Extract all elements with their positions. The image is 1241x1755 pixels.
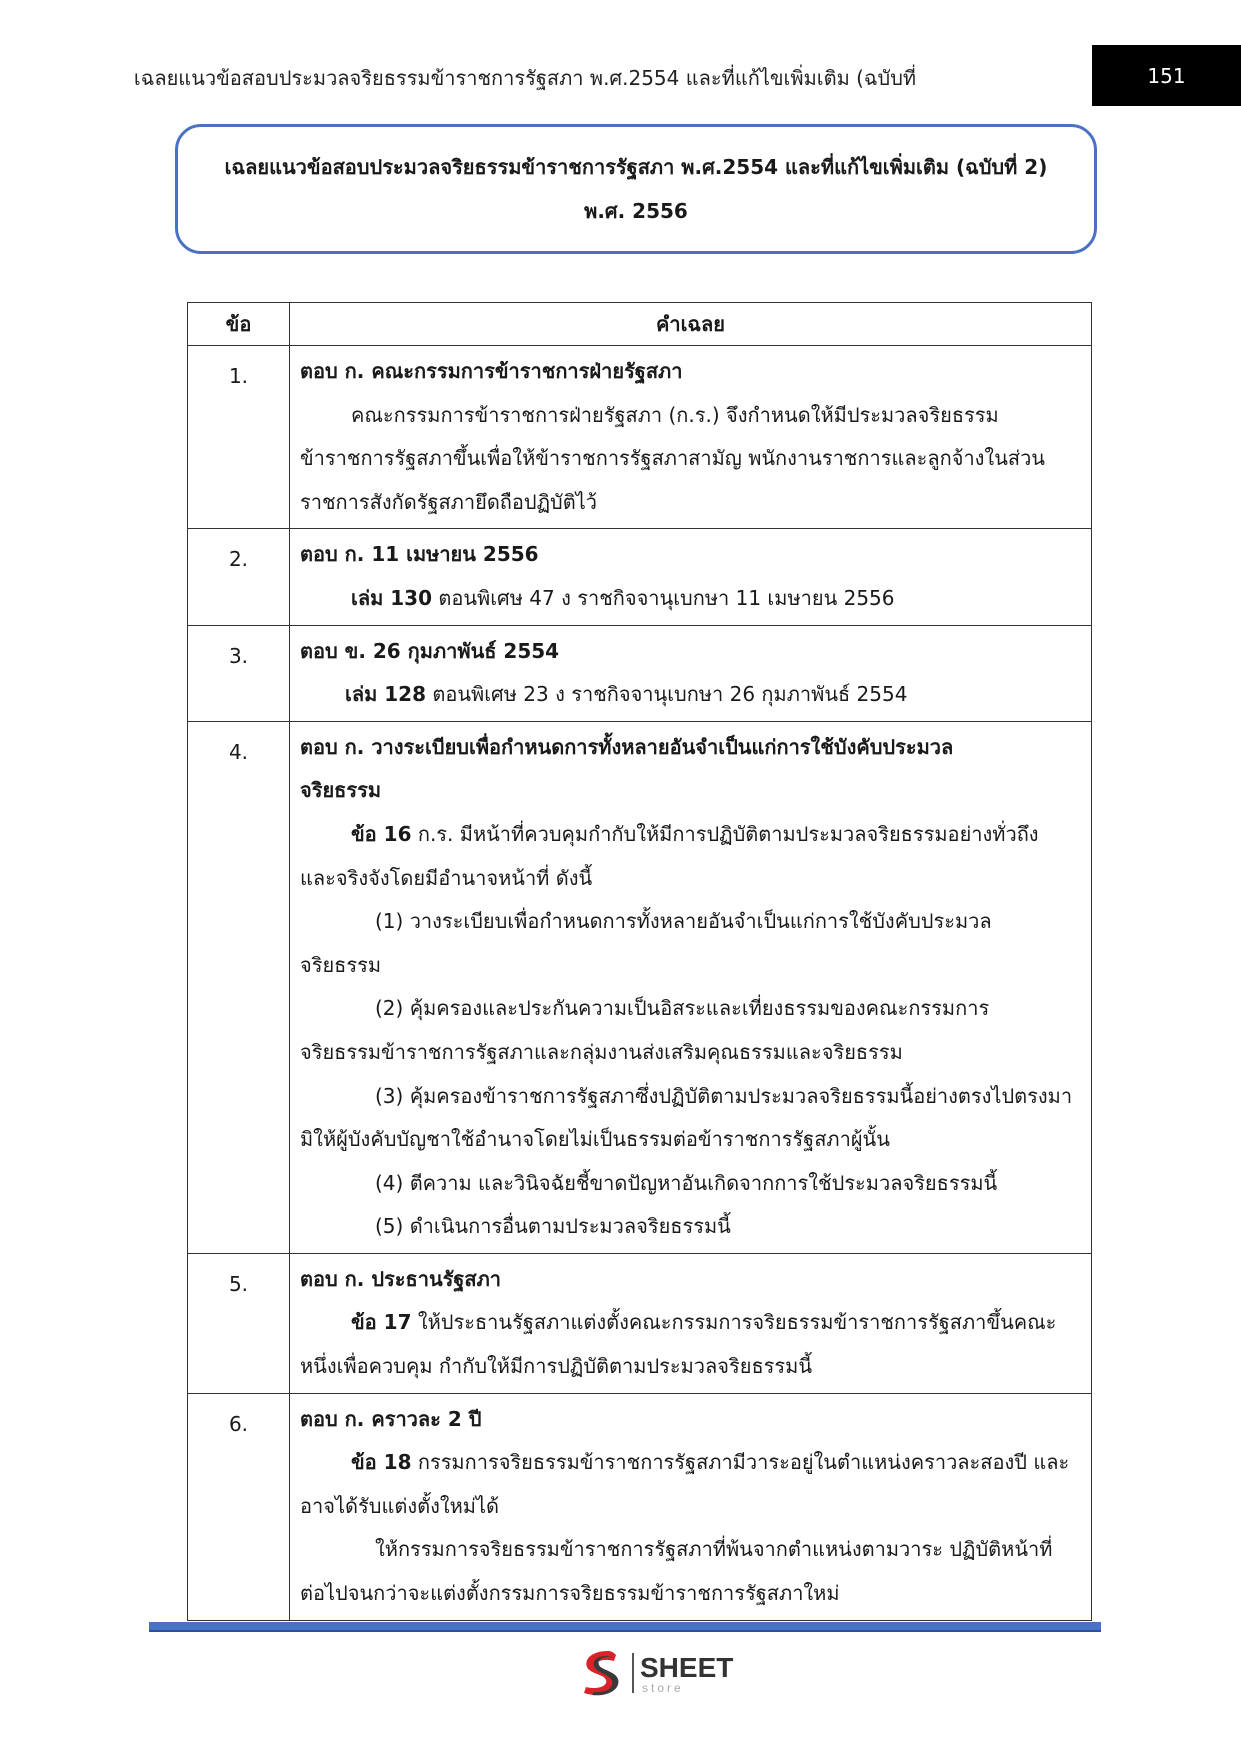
list-item: (4) ตีความ และวินิจฉัยชี้ขาดปัญหาอันเกิดจากการใช้ประมวลจริยธรรมนี้ (375, 1170, 998, 1195)
row-answer (290, 721, 1092, 1253)
table-row (188, 721, 1092, 1253)
list-item: (2) คุ้มครองและประกันความเป็นอิสระและเที่ยงธรรมของคณะกรรมการ (375, 996, 990, 1021)
answer-text (300, 577, 1081, 621)
row-number: 3. (188, 625, 290, 721)
clause-label: ข้อ 17 (351, 1310, 412, 1335)
table-row (188, 346, 1092, 529)
row-answer (290, 346, 1092, 529)
answer-heading-cont: จริยธรรม (300, 778, 382, 803)
row-number: 6. (188, 1393, 290, 1620)
answer-heading: ตอบ ก. 11 เมษายน 2556 (300, 542, 539, 567)
row-answer (290, 625, 1092, 721)
clause-text: และจริงจังโดยมีอำนาจหน้าที่ ดังนี้ (300, 865, 593, 890)
table-header-row (188, 303, 1092, 346)
clause-label: ข้อ 18 (351, 1450, 412, 1475)
answer-heading: ตอบ ก. วางระเบียบเพื่อกำหนดการทั้งหลายอันจำเป็นแก่การใช้บังคับประมวล (300, 734, 954, 759)
answer-text: ข้าราชการรัฐสภาขึ้นเพื่อให้ข้าราชการรัฐสภาสามัญ พนักงานราชการและลูกจ้างในส่วน (300, 446, 1045, 471)
clause-text: ให้กรรมการจริยธรรมข้าราชการรัฐสภาที่พ้นจากตำแหน่งตามวาระ ปฏิบัติหน้าที่ (375, 1537, 1053, 1562)
list-item-cont: จริยธรรม (300, 952, 382, 977)
title-line-1: เฉลยแนวข้อสอบประมวลจริยธรรมข้าราชการรัฐสภา พ.ศ.2554 และที่แก้ไขเพิ่มเติม (ฉบับที่ 2) (224, 155, 1048, 179)
clause-text: ต่อไปจนกว่าจะแต่งตั้งกรรมการจริยธรรมข้าราชการรัฐสภาใหม่ (300, 1581, 840, 1606)
row-number: 5. (188, 1253, 290, 1393)
clause-text (300, 813, 1081, 857)
title-line-2: พ.ศ. 2556 (584, 199, 688, 223)
row-answer (290, 1253, 1092, 1393)
row-number: 1. (188, 346, 290, 529)
clause-body: ให้ประธานรัฐสภาแต่งตั้งคณะกรรมการจริยธรรมข้าราชการรัฐสภาขึ้นคณะ (411, 1310, 1057, 1335)
row-answer (290, 1393, 1092, 1620)
list-item: (5) ดำเนินการอื่นตามประมวลจริยธรรมนี้ (375, 1214, 731, 1239)
clause-text: อาจได้รับแต่งตั้งใหม่ได้ (300, 1493, 500, 1518)
row-number: 2. (188, 529, 290, 625)
column-header-answer: คำเฉลย (290, 303, 1092, 346)
running-header: เฉลยแนวข้อสอบประมวลจริยธรรมข้าราชการรัฐสภา พ.ศ.2554 และที่แก้ไขเพิ่มเติม (ฉบับที่ (133, 66, 917, 90)
answer-text: ราชการสังกัดรัฐสภายึดถือปฏิบัติไว้ (300, 489, 598, 514)
table-row (188, 529, 1092, 625)
page-number: 151 (1092, 45, 1241, 106)
volume-label: เล่ม 128 (345, 682, 426, 707)
logo-mark-icon (584, 1651, 618, 1695)
list-item: (1) วางระเบียบเพื่อกำหนดการทั้งหลายอันจำเป็นแก่การใช้บังคับประมวล (375, 909, 992, 934)
clause-body: กรรมการจริยธรรมข้าราชการรัฐสภามีวาระอยู่ในตำแหน่งคราวละสองปี และ (411, 1450, 1070, 1475)
logo-word: SHEET (640, 1652, 734, 1683)
answer-heading: ตอบ ก. คราวละ 2 ปี (300, 1406, 482, 1431)
footer-bar (149, 1622, 1101, 1632)
sheet-store-logo (578, 1647, 753, 1699)
list-item: (3) คุ้มครองข้าราชการรัฐสภาซึ่งปฏิบัติตามประมวลจริยธรรมนี้อย่างตรงไปตรงมา (375, 1083, 1073, 1108)
row-answer (290, 529, 1092, 625)
table-row (188, 625, 1092, 721)
answer-text (300, 673, 1081, 717)
row-number: 4. (188, 721, 290, 1253)
gazette-reference: ตอนพิเศษ 47 ง ราชกิจจานุเบกษา 11 เมษายน 2556 (432, 585, 895, 610)
clause-text (300, 1441, 1081, 1485)
answer-heading: ตอบ ข. 26 กุมภาพันธ์ 2554 (300, 638, 560, 663)
answer-heading: ตอบ ก. ประธานรัฐสภา (300, 1266, 502, 1291)
clause-text: หนึ่งเพื่อควบคุม กำกับให้มีการปฏิบัติตามประมวลจริยธรรมนี้ (300, 1354, 813, 1379)
volume-label: เล่ม 130 (351, 585, 432, 610)
table-row (188, 1393, 1092, 1620)
list-item-cont: จริยธรรมข้าราชการรัฐสภาและกลุ่มงานส่งเสริมคุณธรรมและจริยธรรม (300, 1039, 903, 1064)
title-box (175, 124, 1097, 254)
clause-text (300, 1301, 1081, 1345)
table-row (188, 1253, 1092, 1393)
clause-label: ข้อ 16 (351, 821, 412, 846)
gazette-reference: ตอนพิเศษ 23 ง ราชกิจจานุเบกษา 26 กุมภาพันธ์ 2554 (426, 682, 908, 707)
logo-sub: store (642, 1681, 684, 1695)
answer-table (187, 302, 1092, 1621)
answer-heading: ตอบ ก. คณะกรรมการข้าราชการฝ่ายรัฐสภา (300, 359, 683, 383)
list-item-cont: มิให้ผู้บังคับบัญชาใช้อำนาจโดยไม่เป็นธรรมต่อข้าราชการรัฐสภาผู้นั้น (300, 1127, 890, 1152)
clause-body: ก.ร. มีหน้าที่ควบคุมกำกับให้มีการปฏิบัติตามประมวลจริยธรรมอย่างทั่วถึง (411, 821, 1039, 846)
column-header-no: ข้อ (188, 303, 290, 346)
answer-text: คณะกรรมการข้าราชการฝ่ายรัฐสภา (ก.ร.) จึงกำหนดให้มีประมวลจริยธรรม (351, 402, 999, 427)
